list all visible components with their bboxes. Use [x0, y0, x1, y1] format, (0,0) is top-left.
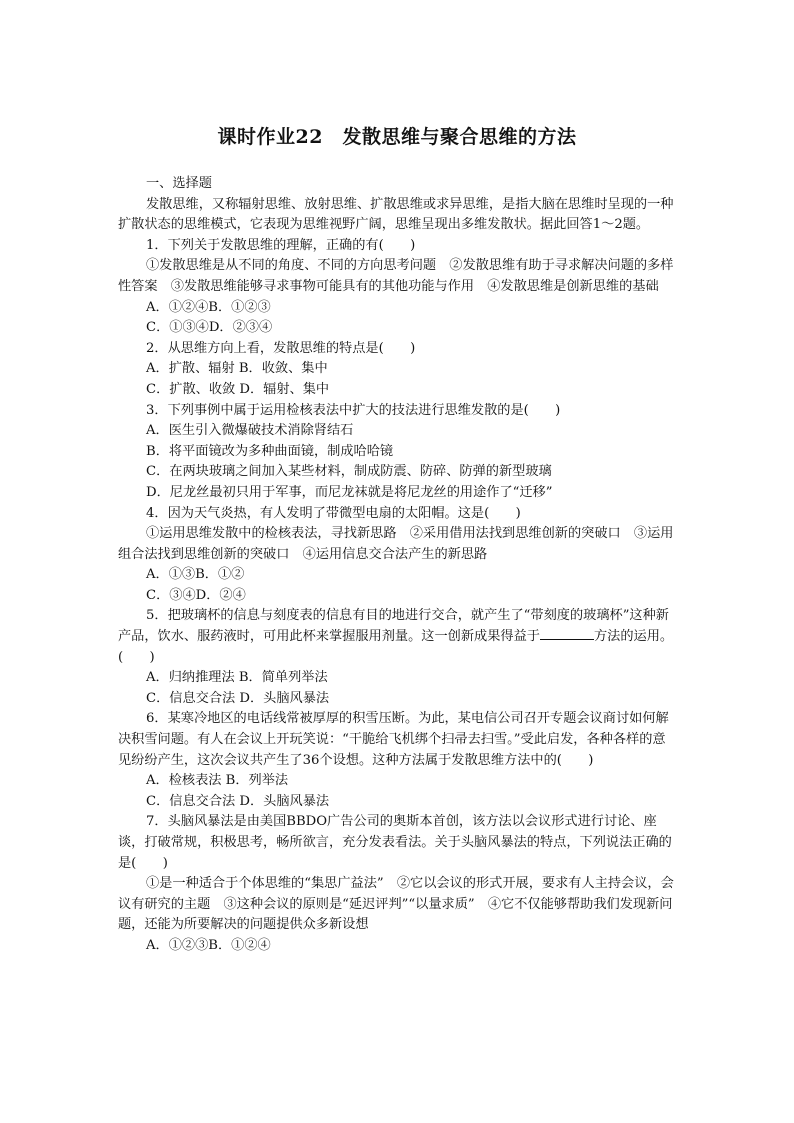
document-title: 课时作业22 发散思维与聚合思维的方法: [217, 126, 577, 148]
question-1-options-cd: C．①③④D．②③④: [146, 320, 273, 336]
question-3-option-a: A．医生引入微爆破技术消除肾结石: [146, 423, 354, 439]
question-3-option-d: D．尼龙丝最初只用于军事，而尼龙袜就是将尼龙丝的用途作了“迁移”: [146, 484, 553, 500]
question-6-options-ab: A．检核表法 B．列举法: [146, 773, 289, 789]
question-3-option-b: B．将平面镜改为多种曲面镜，制成哈哈镜: [146, 443, 394, 459]
question-5-stem: [118, 606, 678, 668]
question-3-option-c: C．在两块玻璃之间加入某些材料，制成防震、防碎、防弹的新型玻璃: [146, 464, 552, 480]
question-2-stem: 2．从思维方向上看，发散思维的特点是( ): [146, 340, 416, 356]
question-5-stem-after: 方法的运用。( ): [118, 629, 674, 665]
question-4-stem: 4．因为天气炎热，有人发明了带微型电扇的太阳帽。这是( ): [146, 505, 521, 521]
document-body: [118, 174, 678, 957]
question-4-items: ①运用思维发散中的检核表法，寻找新思路 ②采用借用法找到思维创新的突破口 ③运用组合法找到思维创新的突破口 ④运用信息交合法产生的新思路: [118, 526, 674, 562]
question-1-items: ①发散思维是从不同的角度、不同的方向思考问题 ②发散思维有助于寻求解决问题的多样性答案 ③发散思维能够寻求事物可能具有的其他功能与作用 ④发散思维是创新思维的基础: [118, 258, 674, 294]
question-3-stem: 3．下列事例中属于运用检核表法中扩大的技法进行思维发散的是( ): [146, 402, 561, 418]
question-5-options-ab: A．归纳推理法 B．简单列举法: [146, 670, 328, 686]
question-7-options-ab: A．①②③B．①②④: [146, 937, 271, 953]
intro-paragraph: 发散思维，又称辐射思维、放射思维、扩散思维或求异思维，是指大脑在思维时呈现的一种扩散状态的思维模式，它表现为思维视野广阔，思维呈现出多维发散状。据此回答1～2题。: [118, 196, 674, 233]
question-6-stem: 6．某寒冷地区的电话线常被厚厚的积雪压断。为此，某电信公司召开专题会议商讨如何解决积雪问题。有人在会议上开玩笑说：“干脆给飞机绑个扫帚去扫雪。”受此启发，各种各样的意见纷纷产生，这次会议共产生了36个设想。这种方法属于发散思维方法中的( ): [118, 711, 669, 768]
question-1-options-ab: A．①②④B．①②③: [146, 299, 271, 315]
question-4-options-cd: C．③④D．②④: [146, 587, 246, 603]
question-2-options-ab: A．扩散、辐射 B．收敛、集中: [146, 361, 328, 377]
question-7-stem: 7．头脑风暴法是由美国BBDO广告公司的奥斯本首创，该方法以会议形式进行讨论、座谈，打破常规，积极思考，畅所欲言，充分发表看法。关于头脑风暴法的特点，下列说法正确的是( ): [118, 814, 672, 871]
question-5-options-cd: C．信息交合法 D．头脑风暴法: [146, 690, 330, 706]
section-heading: 一、选择题: [146, 176, 212, 191]
question-5-stem-before: 5．把玻璃杯的信息与刻度表的信息有目的地进行交合，就产生了“带刻度的玻璃杯”这种新产品，饮水、服药液时，可用此杯来掌握服用剂量。这一创新成果得益于: [118, 608, 669, 645]
question-6-options-cd: C．信息交合法 D．头脑风暴法: [146, 793, 330, 809]
question-1-stem: 1．下列关于发散思维的理解，正确的有( ): [146, 237, 416, 253]
question-7-items: ①是一种适合于个体思维的“集思广益法” ②它以会议的形式开展，要求有人主持会议，会议有研究的主题 ③这种会议的原则是“延迟评判”“以量求质” ④它不仅能够帮助我们发现新问题，还能为所要解决的问题提供众多新设想: [118, 876, 674, 933]
question-2-options-cd: C．扩散、收敛 D．辐射、集中: [146, 381, 330, 397]
answer-blank: [540, 627, 594, 640]
question-4-options-ab: A．①③B．①②: [146, 567, 245, 583]
